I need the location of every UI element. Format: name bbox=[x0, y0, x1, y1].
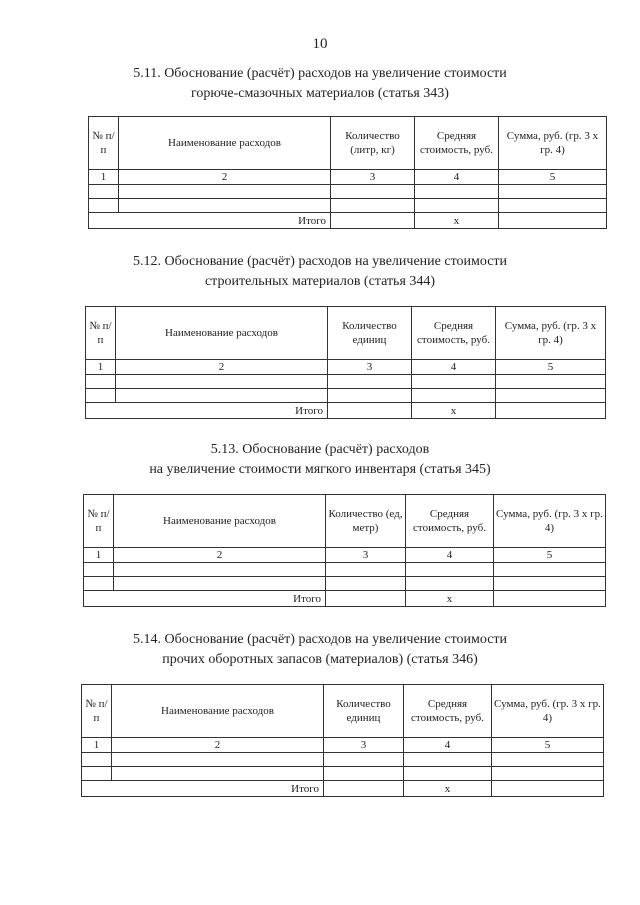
section-5-11 bbox=[0, 64, 640, 104]
page-number: 10 bbox=[312, 36, 328, 52]
column-number-cell: 1 bbox=[89, 170, 119, 185]
total-cell bbox=[324, 781, 404, 797]
table-row bbox=[82, 753, 604, 767]
section-5-12 bbox=[0, 252, 640, 292]
section-5-14 bbox=[0, 630, 640, 670]
total-cell bbox=[492, 781, 604, 797]
total-cell bbox=[494, 591, 606, 607]
column-number-cell: 1 bbox=[86, 360, 116, 375]
header-name: Наименование расходов bbox=[112, 685, 324, 738]
section-title-line1: 5.13. Обоснование (расчёт) расходов bbox=[210, 442, 430, 457]
total-mark: х bbox=[415, 213, 499, 229]
header-sum: Сумма, руб. (гр. 3 х гр. 4) bbox=[494, 495, 606, 548]
column-number-cell: 5 bbox=[496, 360, 606, 375]
header-avg-cost: Средняя стоимость, руб. bbox=[415, 117, 499, 170]
table-row bbox=[84, 563, 606, 577]
total-label: Итого bbox=[86, 403, 328, 419]
column-number-cell: 2 bbox=[119, 170, 331, 185]
header-number: № п/п bbox=[89, 117, 119, 170]
header-avg-cost: Средняя стоимость, руб. bbox=[406, 495, 494, 548]
table-soft-inventory bbox=[83, 494, 606, 607]
header-sum: Сумма, руб. (гр. 3 х гр. 4) bbox=[499, 117, 607, 170]
column-number-cell: 3 bbox=[326, 548, 406, 563]
section-title-line2: строительных материалов (статья 344) bbox=[204, 274, 436, 289]
total-label: Итого bbox=[84, 591, 326, 607]
header-name: Наименование расходов bbox=[116, 307, 328, 360]
table-row bbox=[89, 199, 607, 213]
column-number-cell: 2 bbox=[116, 360, 328, 375]
header-name: Наименование расходов bbox=[119, 117, 331, 170]
table-row bbox=[82, 767, 604, 781]
total-cell bbox=[328, 403, 412, 419]
column-number-cell: 3 bbox=[328, 360, 412, 375]
column-number-cell: 2 bbox=[114, 548, 326, 563]
column-number-cell: 2 bbox=[112, 738, 324, 753]
column-number-cell: 4 bbox=[406, 548, 494, 563]
header-quantity: Количество единиц bbox=[324, 685, 404, 738]
header-number: № п/п bbox=[86, 307, 116, 360]
table-row bbox=[84, 577, 606, 591]
column-number-cell: 1 bbox=[82, 738, 112, 753]
total-label: Итого bbox=[89, 213, 331, 229]
section-title-line2: на увеличение стоимости мягкого инвентаря (статья 345) bbox=[149, 462, 491, 477]
total-mark: х bbox=[406, 591, 494, 607]
total-label: Итого bbox=[82, 781, 324, 797]
table-gsm bbox=[88, 116, 607, 229]
section-title-line2: прочих оборотных запасов (материалов) (статья 346) bbox=[162, 652, 478, 667]
table-construction bbox=[85, 306, 606, 419]
section-title-line1: 5.14. Обоснование (расчёт) расходов на увеличение стоимости bbox=[132, 632, 508, 647]
header-quantity: Количество единиц bbox=[328, 307, 412, 360]
total-cell bbox=[499, 213, 607, 229]
column-number-cell: 4 bbox=[415, 170, 499, 185]
header-avg-cost: Средняя стоимость, руб. bbox=[412, 307, 496, 360]
column-number-cell: 5 bbox=[499, 170, 607, 185]
column-number-cell: 3 bbox=[324, 738, 404, 753]
column-number-cell: 5 bbox=[494, 548, 606, 563]
column-number-cell: 1 bbox=[84, 548, 114, 563]
column-number-cell: 4 bbox=[412, 360, 496, 375]
header-quantity: Количество (литр, кг) bbox=[331, 117, 415, 170]
section-title-line1: 5.12. Обоснование (расчёт) расходов на увеличение стоимости bbox=[132, 254, 508, 269]
header-name: Наименование расходов bbox=[114, 495, 326, 548]
header-quantity: Количество (ед, метр) bbox=[326, 495, 406, 548]
header-number: № п/п bbox=[84, 495, 114, 548]
section-5-13 bbox=[0, 440, 640, 480]
total-cell bbox=[326, 591, 406, 607]
total-cell bbox=[496, 403, 606, 419]
column-number-cell: 3 bbox=[331, 170, 415, 185]
column-number-cell: 4 bbox=[404, 738, 492, 753]
header-sum: Сумма, руб. (гр. 3 х гр. 4) bbox=[496, 307, 606, 360]
total-mark: х bbox=[404, 781, 492, 797]
total-mark: х bbox=[412, 403, 496, 419]
header-sum: Сумма, руб. (гр. 3 х гр. 4) bbox=[492, 685, 604, 738]
column-number-cell: 5 bbox=[492, 738, 604, 753]
section-title-line2: горюче-смазочных материалов (статья 343) bbox=[191, 86, 449, 101]
total-cell bbox=[331, 213, 415, 229]
table-other-stocks bbox=[81, 684, 604, 797]
table-row bbox=[89, 185, 607, 199]
header-avg-cost: Средняя стоимость, руб. bbox=[404, 685, 492, 738]
table-row bbox=[86, 389, 606, 403]
header-number: № п/п bbox=[82, 685, 112, 738]
table-row bbox=[86, 375, 606, 389]
section-title-line1: 5.11. Обоснование (расчёт) расходов на увеличение стоимости bbox=[133, 66, 507, 81]
